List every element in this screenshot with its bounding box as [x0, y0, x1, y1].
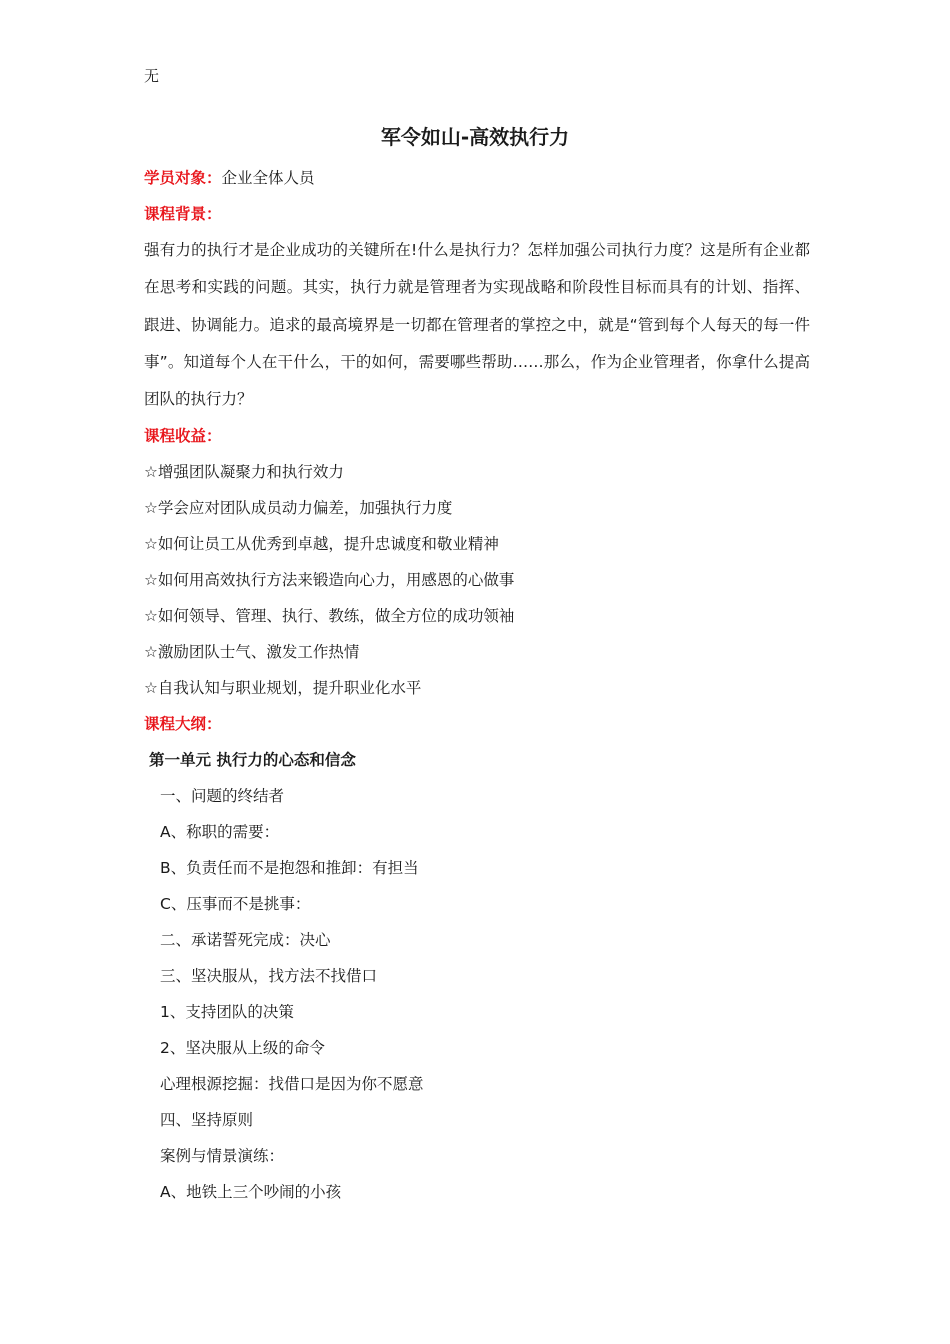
background-heading [144, 196, 810, 232]
background-label: 课程背景： [144, 205, 222, 223]
benefit-item: ☆自我认知与职业规划，提升职业化水平 [144, 679, 422, 698]
benefit-item: ☆增强团队凝聚力和执行效力 [144, 463, 344, 482]
benefit-item: ☆如何用高效执行方法来锻造向心力，用感恩的心做事 [144, 571, 515, 590]
outline-item: 三、坚决服从，找方法不找借口 [160, 967, 378, 986]
outline-item: 1、支持团队的决策 [160, 1003, 294, 1022]
document-title: 军令如山-高效执行力 [380, 125, 570, 149]
background-paragraph: 强有力的执行才是企业成功的关键所在!什么是执行力？怎样加强公司执行力度？这是所有企业都在思考和实践的问题。其实，执行力就是管理者为实现战略和阶段性目标而具有的计划、指挥、跟进、协调能力。追求的最高境界是一切都在管理者的掌控之中，就是“管到每个人每天的每一件事”。知道每个人在干什么，干的如何，需要哪些帮助……那么，作为企业管理者，你拿什么提高团队的执行力？ [144, 241, 810, 409]
outline-item: 2、坚决服从上级的命令 [160, 1039, 325, 1058]
audience-label: 学员对象： [144, 169, 222, 187]
unit-title: 第一单元 执行力的心态和信念 [149, 751, 356, 770]
audience-value: 企业全体人员 [221, 169, 315, 187]
benefits-label: 课程收益： [144, 427, 222, 446]
outline-item: 心理根源挖掘：找借口是因为你不愿意 [160, 1075, 424, 1094]
outline-item: 二、承诺誓死完成：决心 [160, 931, 331, 950]
benefit-item: ☆如何让员工从优秀到卓越，提升忠诚度和敬业精神 [144, 535, 499, 554]
outline-list [144, 778, 810, 1210]
outline-item: A、地铁上三个吵闹的小孩 [160, 1183, 342, 1202]
outline-item: B、负责任而不是抱怨和推卸：有担当 [160, 859, 419, 878]
outline-label: 课程大纲： [144, 715, 222, 734]
document-body [144, 160, 810, 1210]
outline-item: 四、坚持原则 [160, 1111, 254, 1130]
benefits-heading [144, 418, 810, 454]
outline-item: 一、问题的终结者 [160, 787, 285, 806]
outline-item: A、称职的需要： [160, 823, 280, 842]
audience-line [144, 160, 810, 196]
outline-item: C、压事而不是挑事： [160, 895, 311, 914]
header-note: 无 [144, 67, 160, 85]
outline-heading [144, 706, 810, 742]
benefit-item: ☆学会应对团队成员动力偏差，加强执行力度 [144, 499, 453, 518]
outline-item: 案例与情景演练： [160, 1147, 285, 1166]
benefit-item: ☆激励团队士气、激发工作热情 [144, 643, 360, 662]
benefit-item: ☆如何领导、管理、执行、教练，做全方位的成功领袖 [144, 607, 515, 626]
benefits-list [144, 454, 810, 706]
